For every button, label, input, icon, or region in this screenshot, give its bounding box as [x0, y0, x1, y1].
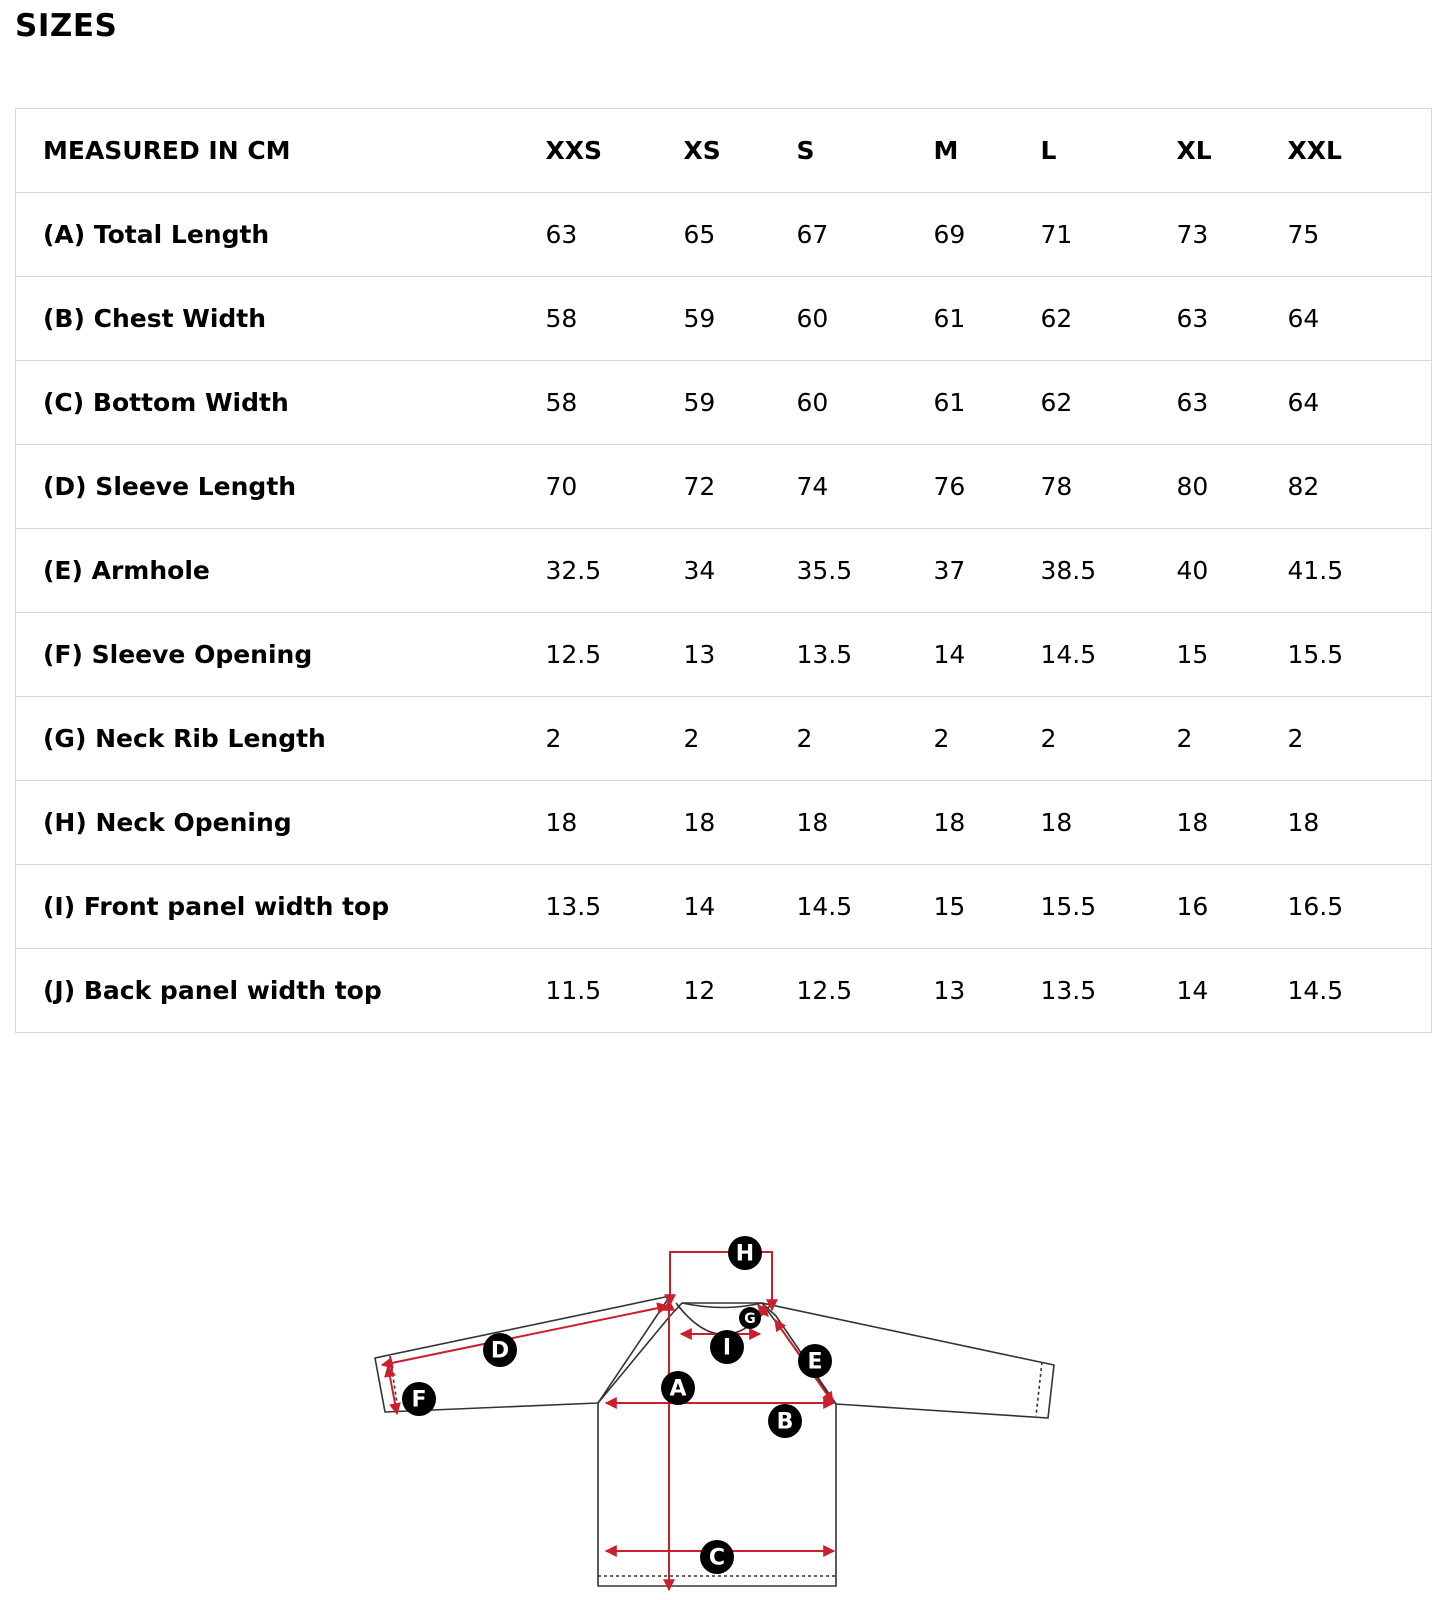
measurement-value: 64: [1288, 361, 1432, 445]
measurement-value: 34: [684, 529, 797, 613]
measurement-label: (G) Neck Rib Length: [16, 697, 546, 781]
measurement-value: 76: [934, 445, 1041, 529]
measurement-value: 13.5: [546, 865, 684, 949]
table-row: [16, 781, 1432, 865]
measurement-value: 59: [684, 277, 797, 361]
measurement-value: 14.5: [1288, 949, 1432, 1033]
measurement-value: 40: [1177, 529, 1288, 613]
measurement-value: 14: [934, 613, 1041, 697]
measurement-value: 2: [684, 697, 797, 781]
measurement-value: 35.5: [797, 529, 934, 613]
measurement-value: 38.5: [1041, 529, 1177, 613]
column-header-size: M: [934, 109, 1041, 193]
measurement-value: 16: [1177, 865, 1288, 949]
measurement-value: 32.5: [546, 529, 684, 613]
badge-f: [402, 1382, 436, 1416]
measurement-value: 59: [684, 361, 797, 445]
measurement-value: 2: [1041, 697, 1177, 781]
table-row: [16, 529, 1432, 613]
measurement-value: 64: [1288, 277, 1432, 361]
column-header-size: S: [797, 109, 934, 193]
badge-letter: F: [411, 1387, 427, 1413]
measurement-value: 11.5: [546, 949, 684, 1033]
measurement-label: (E) Armhole: [16, 529, 546, 613]
badge-b: [768, 1404, 802, 1438]
measurement-value: 18: [1041, 781, 1177, 865]
measurement-label: (I) Front panel width top: [16, 865, 546, 949]
measurement-value: 14: [684, 865, 797, 949]
measure-line-f: [388, 1366, 397, 1414]
measurement-value: 78: [1041, 445, 1177, 529]
measurement-value: 63: [1177, 361, 1288, 445]
table-row: [16, 193, 1432, 277]
table-body: [16, 193, 1432, 1033]
measurement-value: 74: [797, 445, 934, 529]
badge-letter: G: [744, 1311, 756, 1327]
badge-letter: E: [807, 1349, 823, 1375]
measurement-value: 82: [1288, 445, 1432, 529]
measurement-value: 13.5: [797, 613, 934, 697]
measurement-value: 15.5: [1288, 613, 1432, 697]
measurement-value: 12: [684, 949, 797, 1033]
measurement-lines: [382, 1252, 834, 1590]
measurement-value: 58: [546, 277, 684, 361]
measurement-value: 61: [934, 277, 1041, 361]
sweatshirt-diagram-svg: [0, 1220, 1446, 1600]
measurement-value: 13: [684, 613, 797, 697]
measurement-label: (A) Total Length: [16, 193, 546, 277]
badge-letter: C: [708, 1545, 726, 1571]
measurement-value: 60: [797, 361, 934, 445]
measurement-value: 18: [684, 781, 797, 865]
badge-letter: B: [776, 1409, 794, 1435]
measurement-value: 61: [934, 361, 1041, 445]
column-header-size: XXL: [1288, 109, 1432, 193]
measurement-value: 75: [1288, 193, 1432, 277]
measurement-value: 70: [546, 445, 684, 529]
measurement-value: 13.5: [1041, 949, 1177, 1033]
table-row: [16, 277, 1432, 361]
measurement-value: 2: [797, 697, 934, 781]
measurement-value: 15: [934, 865, 1041, 949]
column-header-size: L: [1041, 109, 1177, 193]
measurement-value: 63: [546, 193, 684, 277]
measurement-value: 18: [1177, 781, 1288, 865]
badge-i: [710, 1330, 744, 1364]
measure-line-d: [382, 1306, 668, 1365]
table-row: [16, 361, 1432, 445]
table-row: [16, 613, 1432, 697]
measurement-value: 14.5: [1041, 613, 1177, 697]
measurement-value: 2: [934, 697, 1041, 781]
right-cuff-line: [1036, 1362, 1042, 1416]
measurement-label: (J) Back panel width top: [16, 949, 546, 1033]
measurement-value: 58: [546, 361, 684, 445]
badge-letter: H: [735, 1241, 755, 1267]
measurement-value: 69: [934, 193, 1041, 277]
measurement-value: 80: [1177, 445, 1288, 529]
measurement-value: 18: [934, 781, 1041, 865]
column-header-size: XS: [684, 109, 797, 193]
measurement-value: 41.5: [1288, 529, 1432, 613]
badge-letter: I: [722, 1335, 732, 1361]
garment-measurement-diagram: [0, 1220, 1446, 1600]
measurement-value: 60: [797, 277, 934, 361]
measurement-value: 62: [1041, 277, 1177, 361]
measurement-label: (C) Bottom Width: [16, 361, 546, 445]
measurement-value: 12.5: [797, 949, 934, 1033]
measurement-value: 65: [684, 193, 797, 277]
measurement-value: 14: [1177, 949, 1288, 1033]
measurement-value: 2: [1288, 697, 1432, 781]
measurement-label: (B) Chest Width: [16, 277, 546, 361]
measurement-value: 15.5: [1041, 865, 1177, 949]
measurement-label: (F) Sleeve Opening: [16, 613, 546, 697]
measurement-value: 71: [1041, 193, 1177, 277]
measurement-label: (H) Neck Opening: [16, 781, 546, 865]
measurement-label: (D) Sleeve Length: [16, 445, 546, 529]
badge-c: [700, 1540, 734, 1574]
badge-a: [661, 1371, 695, 1405]
measurement-value: 12.5: [546, 613, 684, 697]
badge-e: [798, 1344, 832, 1378]
table-row: [16, 949, 1432, 1033]
measurement-value: 2: [546, 697, 684, 781]
column-header-unit: MEASURED IN CM: [16, 109, 546, 193]
measurement-badges: [402, 1236, 832, 1574]
measurement-value: 14.5: [797, 865, 934, 949]
measurement-value: 2: [1177, 697, 1288, 781]
measurement-value: 18: [546, 781, 684, 865]
badge-h: [728, 1236, 762, 1270]
badge-d: [483, 1333, 517, 1367]
badge-letter: D: [490, 1338, 510, 1364]
measurement-value: 67: [797, 193, 934, 277]
badge-letter: A: [669, 1376, 687, 1402]
badge-g: [739, 1307, 761, 1329]
column-header-size: XXS: [546, 109, 684, 193]
measurement-value: 63: [1177, 277, 1288, 361]
measurement-value: 73: [1177, 193, 1288, 277]
column-header-size: XL: [1177, 109, 1288, 193]
measurement-value: 72: [684, 445, 797, 529]
measurement-value: 18: [797, 781, 934, 865]
table-row: [16, 697, 1432, 781]
measurement-value: 18: [1288, 781, 1432, 865]
measurement-value: 13: [934, 949, 1041, 1033]
table-header-row: [16, 109, 1432, 193]
table-row: [16, 445, 1432, 529]
size-chart-table: [15, 108, 1432, 1033]
measurement-value: 15: [1177, 613, 1288, 697]
table-row: [16, 865, 1432, 949]
page-title: SIZES: [15, 8, 118, 44]
measurement-value: 37: [934, 529, 1041, 613]
measurement-value: 16.5: [1288, 865, 1432, 949]
measurement-value: 62: [1041, 361, 1177, 445]
